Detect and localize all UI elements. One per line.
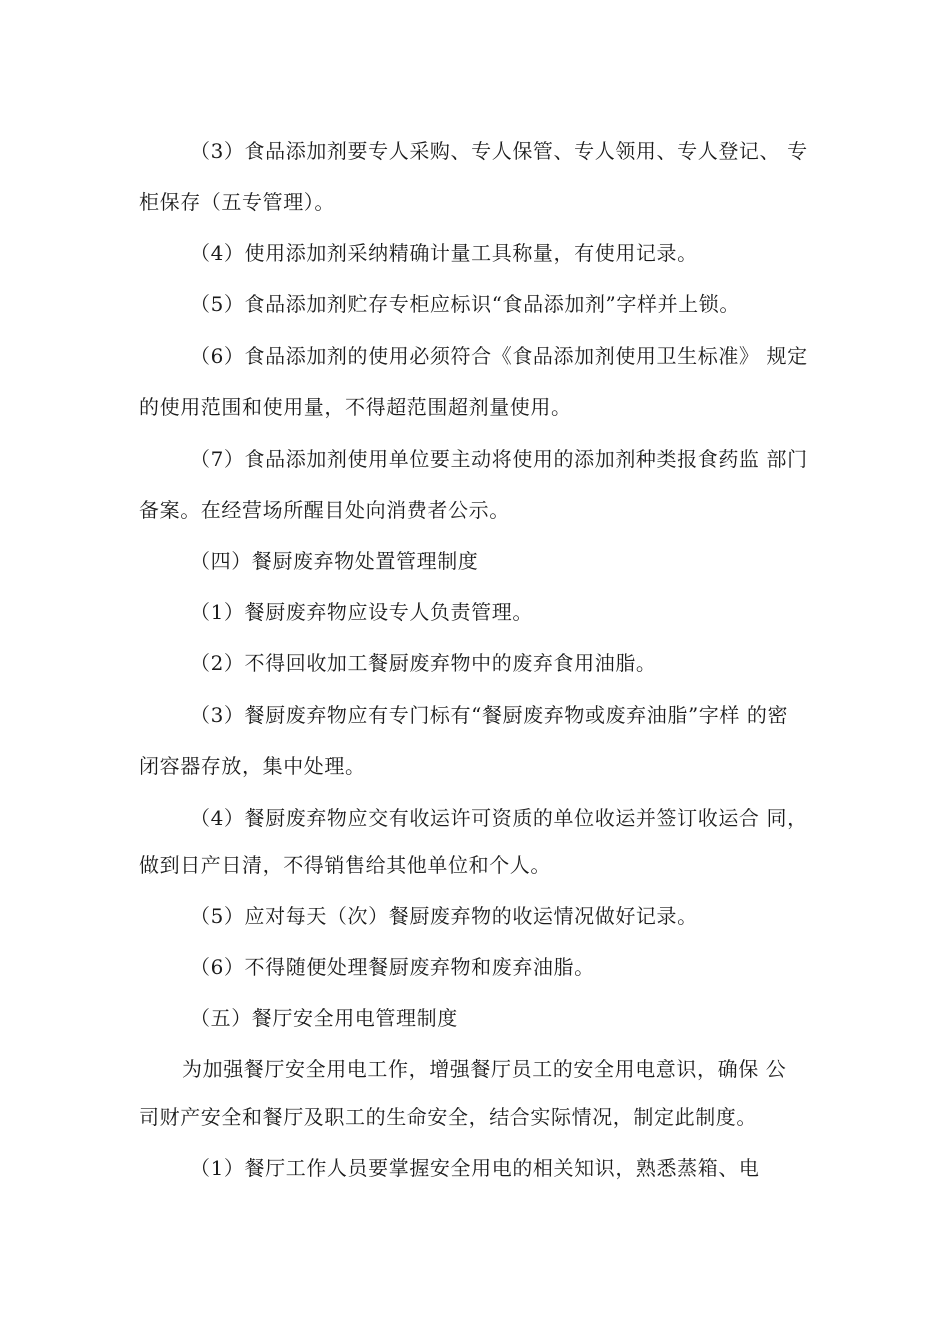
paragraph-line: （2）不得回收加工餐厨废弃物中的废弃食用油脂。: [190, 651, 657, 675]
paragraph-line: （1）餐厨废弃物应设专人负责管理。: [190, 600, 533, 624]
paragraph-line: 备案。在经营场所醒目处向消费者公示。: [139, 498, 510, 522]
paragraph-line: （4）餐厨废弃物应交有收运许可资质的单位收运并签订收运合 同，: [190, 806, 808, 830]
paragraph-line: （6）食品添加剂的使用必须符合《食品添加剂使用卫生标准》 规定: [190, 344, 808, 368]
section-heading: （五）餐厅安全用电管理制度: [190, 1006, 458, 1030]
paragraph-line: （3）餐厨废弃物应有专门标有“餐厨废弃物或废弃油脂”字样 的密: [190, 703, 789, 727]
paragraph-line: （5）食品添加剂贮存专柜应标识“食品添加剂”字样并上锁。: [190, 292, 740, 316]
paragraph-line: 司财产安全和餐厅及职工的生命安全，结合实际情况，制定此制度。: [139, 1105, 757, 1129]
paragraph-line: 的使用范围和使用量，不得超范围超剂量使用。: [139, 395, 572, 419]
paragraph-line: （4）使用添加剂采纳精确计量工具称量，有使用记录。: [190, 241, 698, 265]
paragraph-line: （6）不得随便处理餐厨废弃物和废弃油脂。: [190, 955, 595, 979]
paragraph-line: 为加强餐厅安全用电工作，增强餐厅员工的安全用电意识，确保 公: [182, 1057, 787, 1081]
paragraph-line: （1）餐厅工作人员要掌握安全用电的相关知识，熟悉蒸箱、电: [190, 1156, 760, 1180]
paragraph-line: （3）食品添加剂要专人采购、专人保管、专人领用、专人登记、 专: [190, 139, 808, 163]
paragraph-line: 闭容器存放，集中处理。: [139, 754, 366, 778]
paragraph-line: 做到日产日清，不得销售给其他单位和个人。: [139, 853, 551, 877]
section-heading: （四）餐厨废弃物处置管理制度: [190, 549, 479, 573]
paragraph-line: （7）食品添加剂使用单位要主动将使用的添加剂种类报食药监 部门: [190, 447, 808, 471]
paragraph-line: 柜保存（五专管理）。: [139, 190, 335, 214]
paragraph-line: （5）应对每天（次）餐厨废弃物的收运情况做好记录。: [190, 904, 698, 928]
